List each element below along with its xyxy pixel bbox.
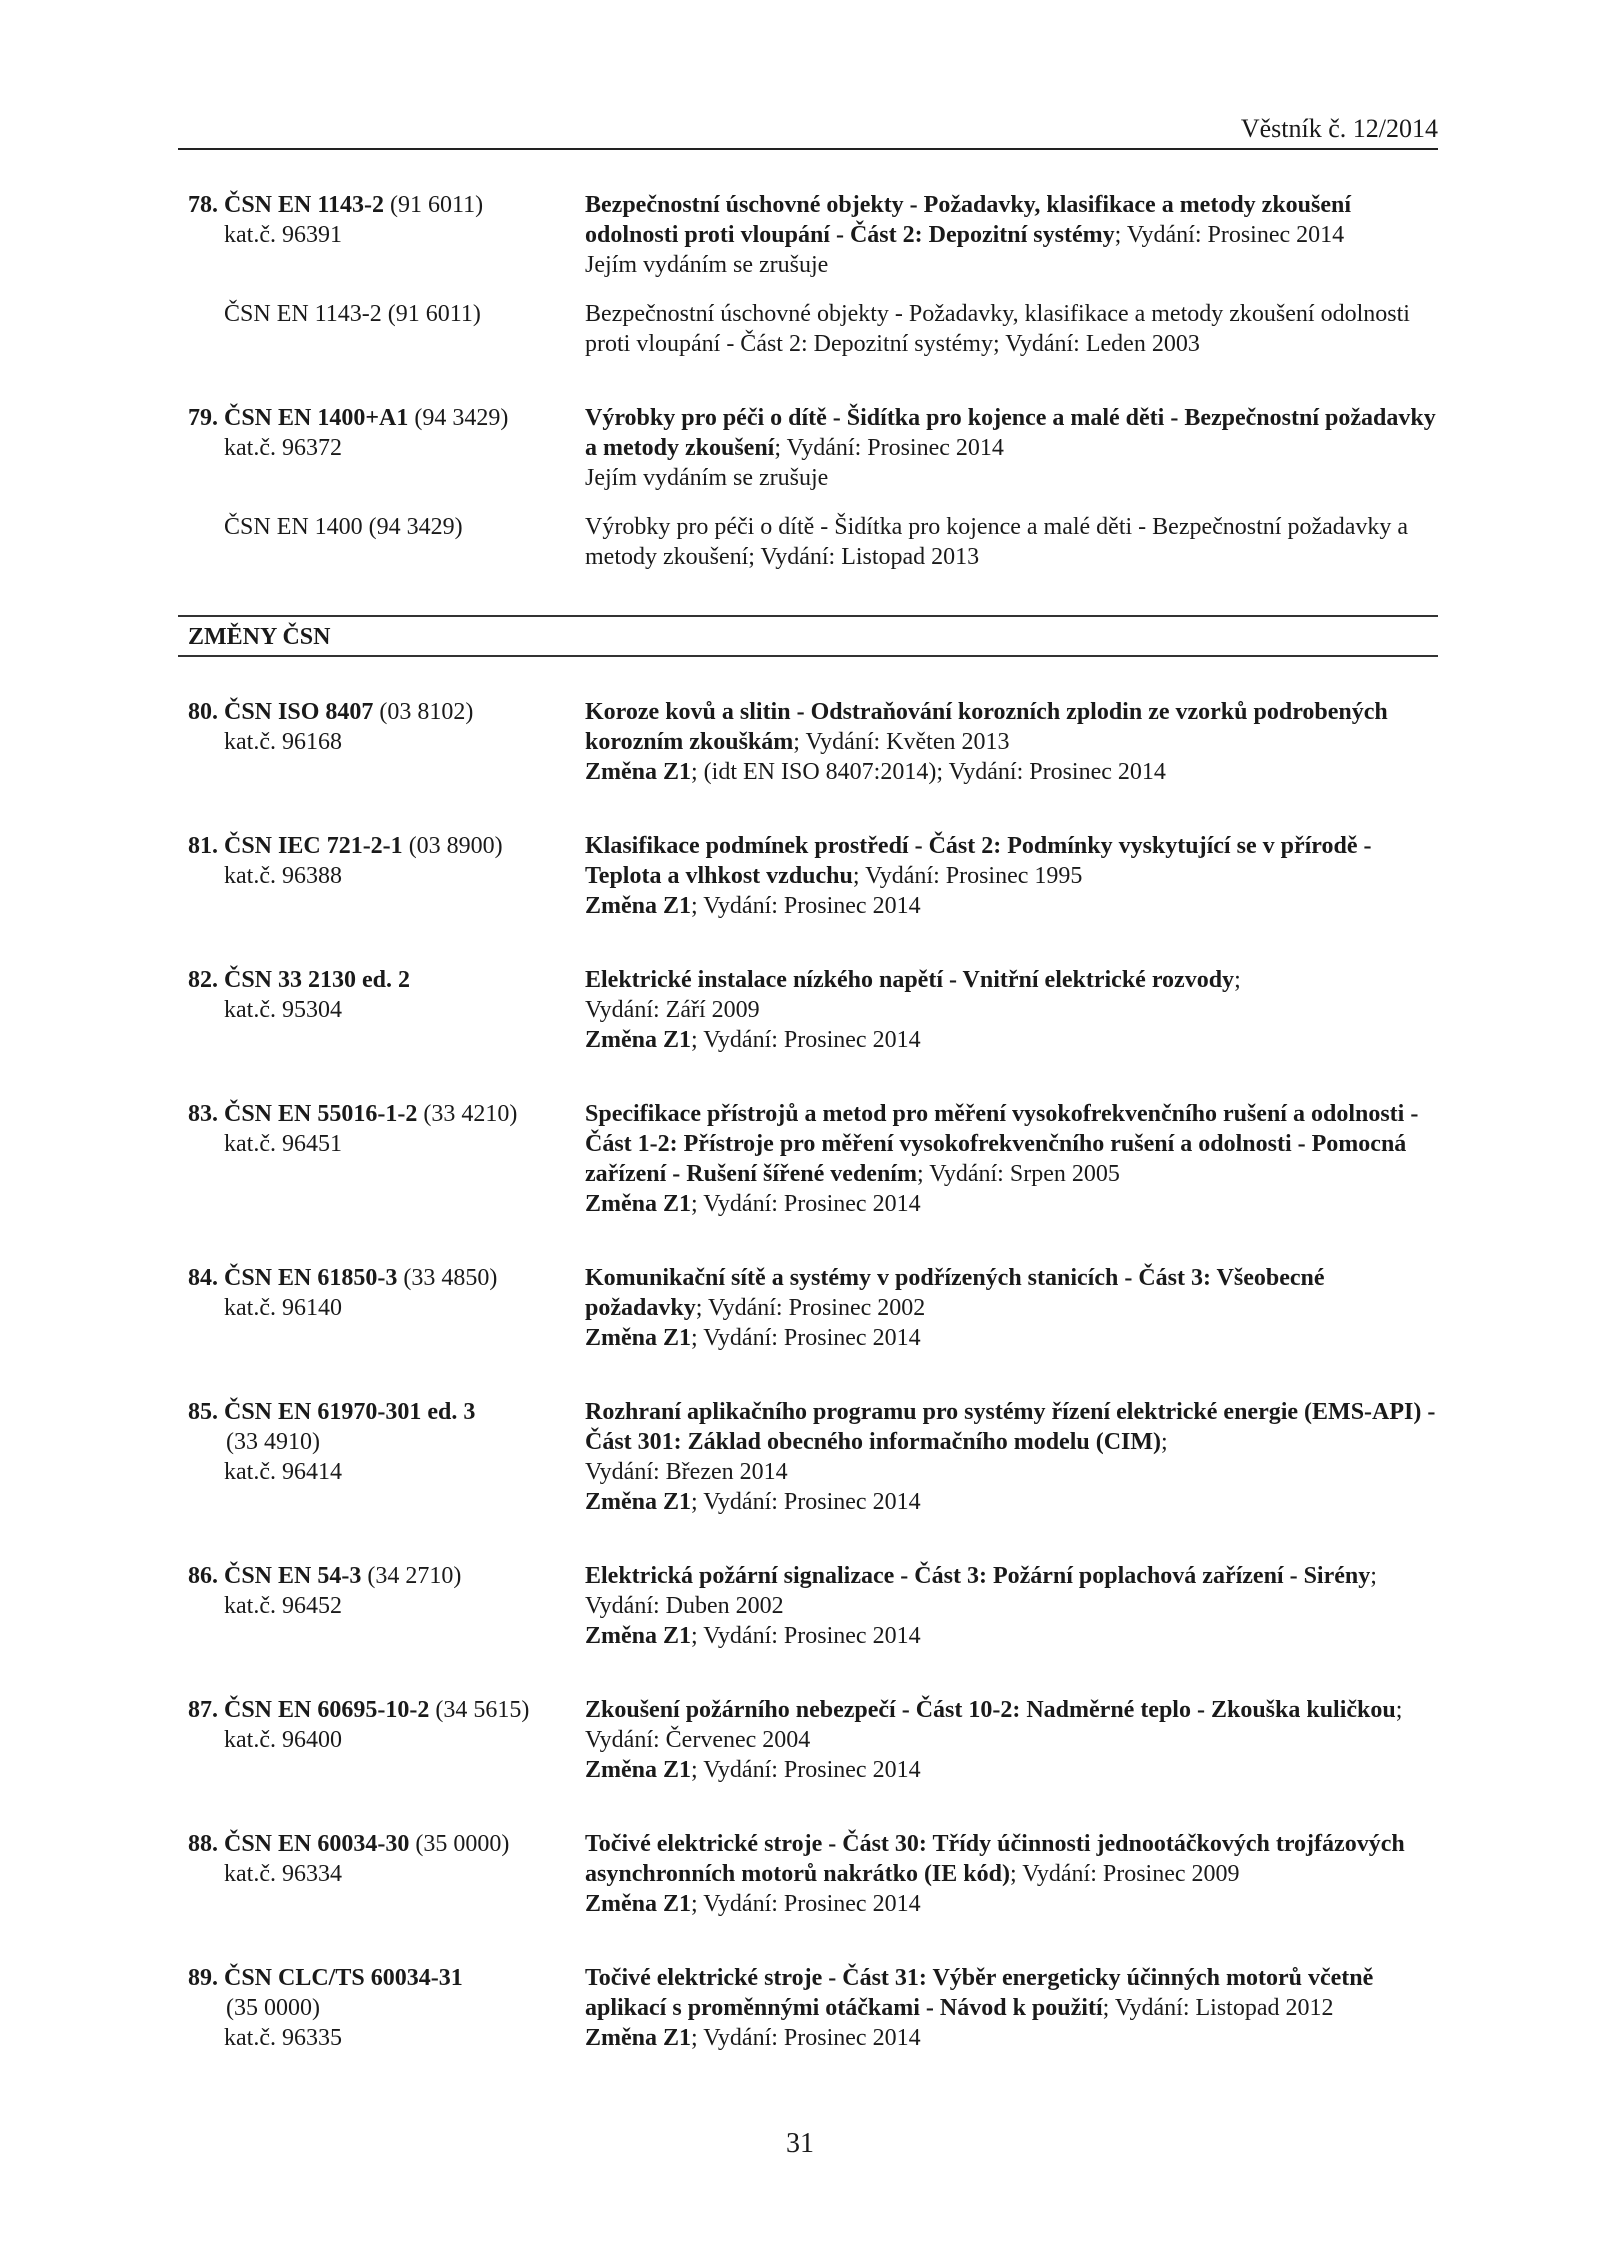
standard-title: Výrobky pro péči o dítě - Šidítka pro kojence a malé děti - Bezpečnostní požadavky a metody zkoušení [585,405,1436,461]
standard-code: ČSN EN 60034-30 [224,1831,410,1857]
changes-list [188,697,1438,2053]
catalog-number: kat.č. 95304 [224,997,342,1023]
change-entry [188,1397,1438,1517]
standard-title: Bezpečnostní úschovné objekty - Požadavky, klasifikace a metody zkoušení odolnosti proti vloupání - Část 2: Depozitní systémy [585,192,1352,248]
page-number: 31 [786,2128,814,2159]
cancelled-standard-title: Výrobky pro péči o dítě - Šidítka pro kojence a malé děti - Bezpečnostní požadavky a metody zkoušení; Vydání: Listopad 2013 [585,514,1409,570]
catalog-number: kat.č. 96168 [224,729,342,755]
entry-number: 82. [188,967,218,993]
entry-number: 88. [188,1831,218,1857]
issue-date: ; Vydání: Prosinec 2009 [1009,1861,1240,1887]
amendment-label: Změna Z1 [585,1325,692,1351]
standard-title: Točivé elektrické stroje - Část 31: Výběr energeticky účinných motorů včetně aplikací s proměnnými otáčkami - Návod k použití [585,1965,1374,2021]
amendment-label: Změna Z1 [585,1191,692,1217]
issue-date: ; Vydání: Prosinec 2002 [695,1295,926,1321]
standard-class: (03 8102) [379,699,474,725]
entry-number: 87. [188,1697,218,1723]
standard-class: (35 0000) [226,1995,320,2021]
change-entry [188,1263,1438,1353]
entry-number: 83. [188,1101,218,1127]
issue-date-line: Vydání: Březen 2014 [585,1459,788,1485]
issue-date-line: Vydání: Duben 2002 [585,1593,784,1619]
cancelled-standard-code: ČSN EN 1400 (94 3429) [224,514,463,540]
standard-title: Klasifikace podmínek prostředí - Část 2: Podmínky vyskytující se v přírodě - Teplota a vlhkost vzduchu [585,833,1372,889]
standard-title: Specifikace přístrojů a metod pro měření vysokofrekvenčního rušení a odolnosti - Část 1-2: Přístroje pro měření vysokofrekvenčního rušení a odolnosti - Pomocná zařízení - Rušení šířené vedením [585,1101,1419,1187]
standard-class: (94 3429) [414,405,509,431]
standard-code: ČSN EN 60695-10-2 [224,1697,430,1723]
amendment-label: Změna Z1 [585,2025,692,2051]
standard-code: ČSN IEC 721-2-1 [224,833,403,859]
standard-entry [188,190,1438,359]
standard-title: Točivé elektrické stroje - Část 30: Třídy účinnosti jednootáčkových trojfázových asynchronních motorů nakrátko (IE kód) [585,1831,1405,1887]
issue-date-line: Vydání: Červenec 2004 [585,1727,811,1753]
issue-date: ; Vydání: Prosinec 1995 [852,863,1083,889]
standard-class: (91 6011) [390,192,484,218]
standard-title: Zkoušení požárního nebezpečí - Část 10-2: Nadměrné teplo - Zkouška kuličkou [585,1697,1396,1723]
journal-issue-title: Věstník č. 12/2014 [1240,114,1438,143]
catalog-number: kat.č. 96335 [224,2025,342,2051]
change-entry [188,1561,1438,1651]
standard-class: (34 2710) [367,1563,462,1589]
standard-code: ČSN ISO 8407 [224,699,374,725]
amendment-date: ; Vydání: Prosinec 2014 [691,893,921,919]
cancel-note: Jejím vydáním se zrušuje [585,465,829,491]
amendment-label: Změna Z1 [585,1027,692,1053]
standard-code: ČSN EN 61970-301 ed. 3 [224,1399,476,1425]
standard-code: ČSN EN 61850-3 [224,1265,398,1291]
amendment-date: ; Vydání: Prosinec 2014 [691,1489,921,1515]
standard-class: (03 8900) [408,833,503,859]
catalog-number: kat.č. 96388 [224,863,342,889]
catalog-number: kat.č. 96372 [224,435,342,461]
standard-title: Komunikační sítě a systémy v podřízených stanicích - Část 3: Všeobecné požadavky [585,1265,1325,1321]
standard-entry [188,403,1438,572]
issue-date: ; Vydání: Prosinec 2014 [774,435,1004,461]
page-header [178,110,1438,150]
amendment-label: Změna Z1 [585,893,692,919]
standard-class: (33 4210) [423,1101,518,1127]
amendment-label: Změna Z1 [585,1757,692,1783]
section-heading-changes: ZMĚNY ČSN [178,615,1438,657]
entry-number: 85. [188,1399,218,1425]
cancelled-standard-title: Bezpečnostní úschovné objekty - Požadavky, klasifikace a metody zkoušení odolnosti proti vloupání - Část 2: Depozitní systémy; Vydání: Leden 2003 [585,301,1410,357]
entry-number: 79. [188,405,218,431]
issue-date: ; [1234,967,1241,993]
entry-number: 89. [188,1965,218,1991]
amendment-label: Změna Z1 [585,1891,692,1917]
change-entry [188,697,1438,787]
amendment-date: ; (idt EN ISO 8407:2014); Vydání: Prosinec 2014 [691,759,1166,785]
catalog-number: kat.č. 96451 [224,1131,342,1157]
standard-title: Koroze kovů a slitin - Odstraňování korozních zplodin ze vzorků podrobených korozním zkouškám [585,699,1388,755]
amendment-date: ; Vydání: Prosinec 2014 [691,2025,921,2051]
standard-class: (34 5615) [435,1697,530,1723]
standard-class: (35 0000) [415,1831,510,1857]
catalog-number: kat.č. 96334 [224,1861,342,1887]
standard-class: (33 4910) [226,1429,320,1455]
standard-title: Elektrické instalace nízkého napětí - Vnitřní elektrické rozvody [585,967,1235,993]
amendment-date: ; Vydání: Prosinec 2014 [691,1757,921,1783]
document-body [188,190,1438,2053]
change-entry [188,831,1438,921]
standard-code: ČSN EN 1400+A1 [224,405,409,431]
amendment-date: ; Vydání: Prosinec 2014 [691,1191,921,1217]
standard-code: ČSN 33 2130 ed. 2 [224,967,411,993]
standard-code: ČSN EN 54-3 [224,1563,362,1589]
change-entry [188,1695,1438,1785]
amendment-date: ; Vydání: Prosinec 2014 [691,1027,921,1053]
catalog-number: kat.č. 96414 [224,1459,342,1485]
issue-date: ; Vydání: Listopad 2012 [1102,1995,1334,2021]
standard-code: ČSN EN 55016-1-2 [224,1101,418,1127]
cancel-note: Jejím vydáním se zrušuje [585,252,829,278]
amendment-date: ; Vydání: Prosinec 2014 [691,1623,921,1649]
issue-date: ; [1161,1429,1168,1455]
entry-number: 84. [188,1265,218,1291]
amendment-label: Změna Z1 [585,759,692,785]
change-entry [188,1829,1438,1919]
entry-number: 86. [188,1563,218,1589]
change-entry [188,1963,1438,2053]
change-entry [188,1099,1438,1219]
amendment-date: ; Vydání: Prosinec 2014 [691,1891,921,1917]
catalog-number: kat.č. 96452 [224,1593,342,1619]
amendment-label: Změna Z1 [585,1623,692,1649]
cancelled-standard-code: ČSN EN 1143-2 (91 6011) [224,301,481,327]
change-entry [188,965,1438,1055]
standard-code: ČSN CLC/TS 60034-31 [224,1965,463,1991]
standard-title: Elektrická požární signalizace - Část 3: Požární poplachová zařízení - Sirény [585,1563,1371,1589]
amendment-label: Změna Z1 [585,1489,692,1515]
issue-date: ; [1370,1563,1377,1589]
standard-title: Rozhraní aplikačního programu pro systémy řízení elektrické energie (EMS-API) - Část 301: Základ obecného informačního modelu (CIM) [585,1399,1436,1455]
catalog-number: kat.č. 96140 [224,1295,342,1321]
standard-class: (33 4850) [403,1265,498,1291]
entry-number: 78. [188,192,218,218]
issue-date: ; Vydání: Srpen 2005 [916,1161,1120,1187]
issue-date-line: Vydání: Září 2009 [585,997,760,1023]
amendment-date: ; Vydání: Prosinec 2014 [691,1325,921,1351]
entry-number: 80. [188,699,218,725]
issue-date: ; Vydání: Prosinec 2014 [1114,222,1345,248]
issue-date: ; Vydání: Květen 2013 [793,729,1010,755]
standard-code: ČSN EN 1143-2 [224,192,385,218]
issue-date: ; [1395,1697,1403,1723]
entry-number: 81. [188,833,218,859]
catalog-number: kat.č. 96400 [224,1727,342,1753]
catalog-number: kat.č. 96391 [224,222,342,248]
